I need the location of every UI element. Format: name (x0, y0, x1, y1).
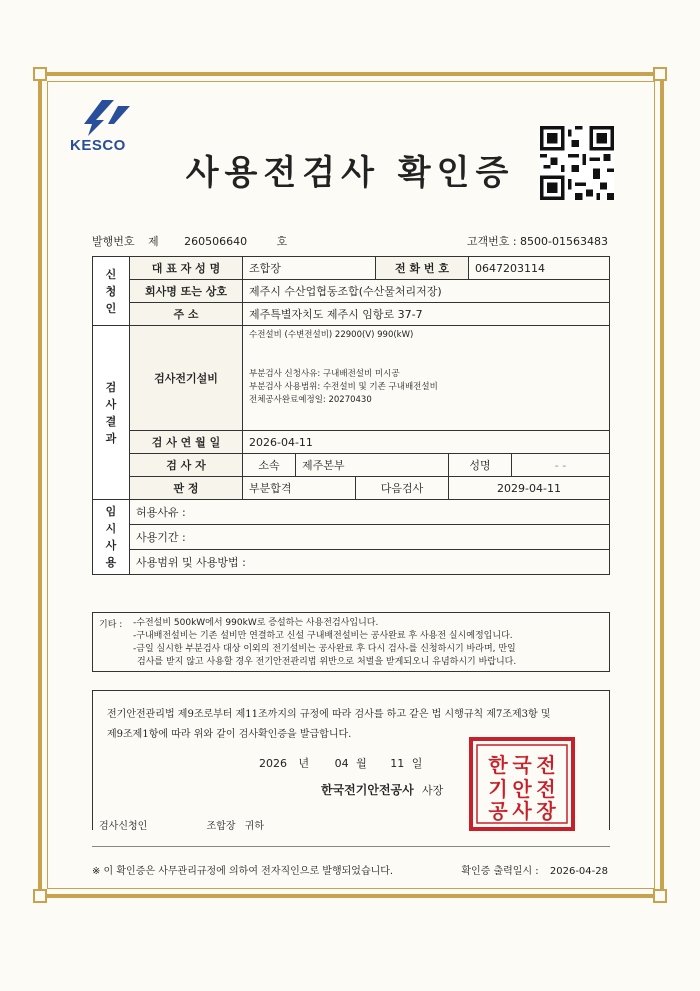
issue-number-prefix: 제 (148, 235, 159, 248)
kesco-logo-text: KESCO (70, 137, 126, 154)
declaration-text-line1: 전기안전관리법 제9조로부터 제11조까지의 규정에 따라 검사를 하고 같은 법 시행규칙 제7조제3항 및 (107, 709, 551, 720)
judgment-label: 판 정 (130, 477, 243, 500)
svg-text:사: 사 (512, 799, 532, 823)
svg-text:전: 전 (536, 777, 556, 801)
inspection-section-label: 검 사 결 과 (93, 326, 130, 500)
affiliation-value: 제주본부 (296, 454, 449, 476)
inspection-date-value: 2026-04-11 (243, 431, 610, 454)
customer-number-line (467, 233, 608, 249)
issue-year: 2026 (259, 757, 287, 770)
note-line: -수전설비 500kW에서 990kW로 증설하는 사용전검사입니다. (133, 618, 379, 628)
temp-use-reason: 허용사유 : (130, 500, 610, 525)
issuer-name: 한국전기안전공사 (321, 783, 414, 797)
applicant-section-label: 신 청 인 (93, 257, 130, 326)
address-value: 제주특별자치도 제주시 임항로 37-7 (243, 303, 610, 326)
inspector-label: 검 사 자 (130, 454, 243, 477)
rep-label: 대 표 자 성 명 (130, 257, 243, 280)
issue-month: 04 (334, 757, 349, 770)
customer-number-value: 8500-01563483 (520, 235, 608, 248)
company-value: 제주시 수산업협동조합(수산물처리저장) (243, 280, 610, 303)
note-line: 검사를 받지 않고 사용할 경우 전기안전관리법 위반으로 처벌을 받게되오니 유념하시기 바랍니다. (137, 657, 517, 667)
svg-text:국: 국 (512, 753, 532, 777)
next-inspection-value: 2029-04-11 (497, 481, 561, 495)
svg-text:공: 공 (488, 799, 508, 823)
applicant-label: 검사신청인 (99, 821, 148, 832)
print-date-label: 확인증 출력일시 : (461, 866, 539, 877)
address-label: 주 소 (130, 303, 243, 326)
applicant-line (99, 817, 264, 832)
temp-use-section-label: 임 시 사 용 (93, 500, 130, 575)
applicant-value: 조합장 (206, 821, 236, 832)
issuer-line (321, 781, 443, 798)
footer-notice: ※ 이 확인증은 사무관리규정에 의하여 전자직인으로 발행되었습니다. (92, 866, 394, 877)
print-date-value: 2026-04-28 (549, 866, 608, 877)
issue-number-suffix: 호 (276, 235, 288, 248)
svg-text:기: 기 (488, 777, 508, 801)
frame-corner-ornament (33, 67, 47, 81)
inspection-date-label: 검 사 연 월 일 (130, 431, 243, 454)
inspector-name-label: 성명 (449, 454, 512, 476)
phone-value: 0647203114 (469, 257, 610, 280)
official-seal-icon (468, 736, 576, 832)
facility-line: 부분검사 사용범위: 수전설비 및 기존 구내배전설비 (249, 382, 438, 392)
svg-text:장: 장 (536, 799, 556, 823)
declaration-text-line2: 제9조제1항에 따라 위와 같이 검사확인증을 발급합니다. (107, 729, 352, 740)
judgment-value: 부분합격 (243, 477, 356, 499)
company-label: 회사명 또는 상호 (130, 280, 243, 303)
temp-use-scope: 사용범위 및 사용방법 : (130, 550, 610, 575)
print-date-line (461, 862, 608, 877)
footer-divider (92, 846, 610, 847)
temp-use-period: 사용기간 : (130, 525, 610, 550)
month-unit: 월 (356, 757, 367, 770)
note-line: -구내배전설비는 기존 설비만 연결하고 신설 구내배전설비는 공사완료 후 사용전 실시예정입니다. (133, 631, 513, 641)
svg-text:안: 안 (512, 777, 532, 801)
issue-number-label: 발행번호 (92, 235, 135, 248)
facility-line: 수전설비 (수변전설비) 22900(V) 990(kW) (249, 330, 414, 340)
svg-text:전: 전 (536, 753, 556, 777)
issue-day: 11 (390, 757, 405, 770)
phone-label: 전 화 번 호 (376, 257, 469, 280)
frame-corner-ornament (653, 67, 667, 81)
facility-details (243, 326, 610, 431)
next-inspection-label: 다음검사 (356, 477, 449, 499)
issue-number-value: 260506640 (184, 235, 248, 248)
year-unit: 년 (298, 757, 310, 770)
inspector-name-value: - - (554, 458, 567, 472)
facility-line: 전체공사완료예정일: 20270430 (249, 395, 372, 405)
affiliation-label: 소속 (243, 454, 296, 476)
facility-line: 부분검사 신청사유: 구내배전설비 미시공 (249, 369, 400, 379)
frame-corner-ornament (33, 889, 47, 903)
applicant-suffix: 귀하 (244, 821, 264, 832)
day-unit: 일 (411, 757, 423, 770)
frame-corner-ornament (653, 889, 667, 903)
issuer-title: 사장 (421, 784, 444, 797)
issue-number-line (92, 233, 287, 249)
qr-code-icon (540, 126, 614, 200)
certificate-table (92, 256, 610, 575)
issue-date (259, 755, 422, 771)
notes-box (92, 612, 610, 672)
facility-label: 검사전기설비 (130, 326, 243, 431)
certificate-title: 사용전검사 확인증 (185, 153, 515, 193)
rep-value: 조합장 (243, 257, 376, 280)
customer-number-label: 고객번호 : (466, 235, 517, 248)
kesco-logo-icon (74, 98, 136, 138)
notes-label: 기타 : (99, 620, 123, 630)
note-line: -금일 실시한 부분검사 대상 이외의 전기설비는 공사완료 후 다시 검사-를 신청하시기 바라며, 만일 (133, 644, 516, 654)
svg-text:한: 한 (488, 753, 508, 777)
